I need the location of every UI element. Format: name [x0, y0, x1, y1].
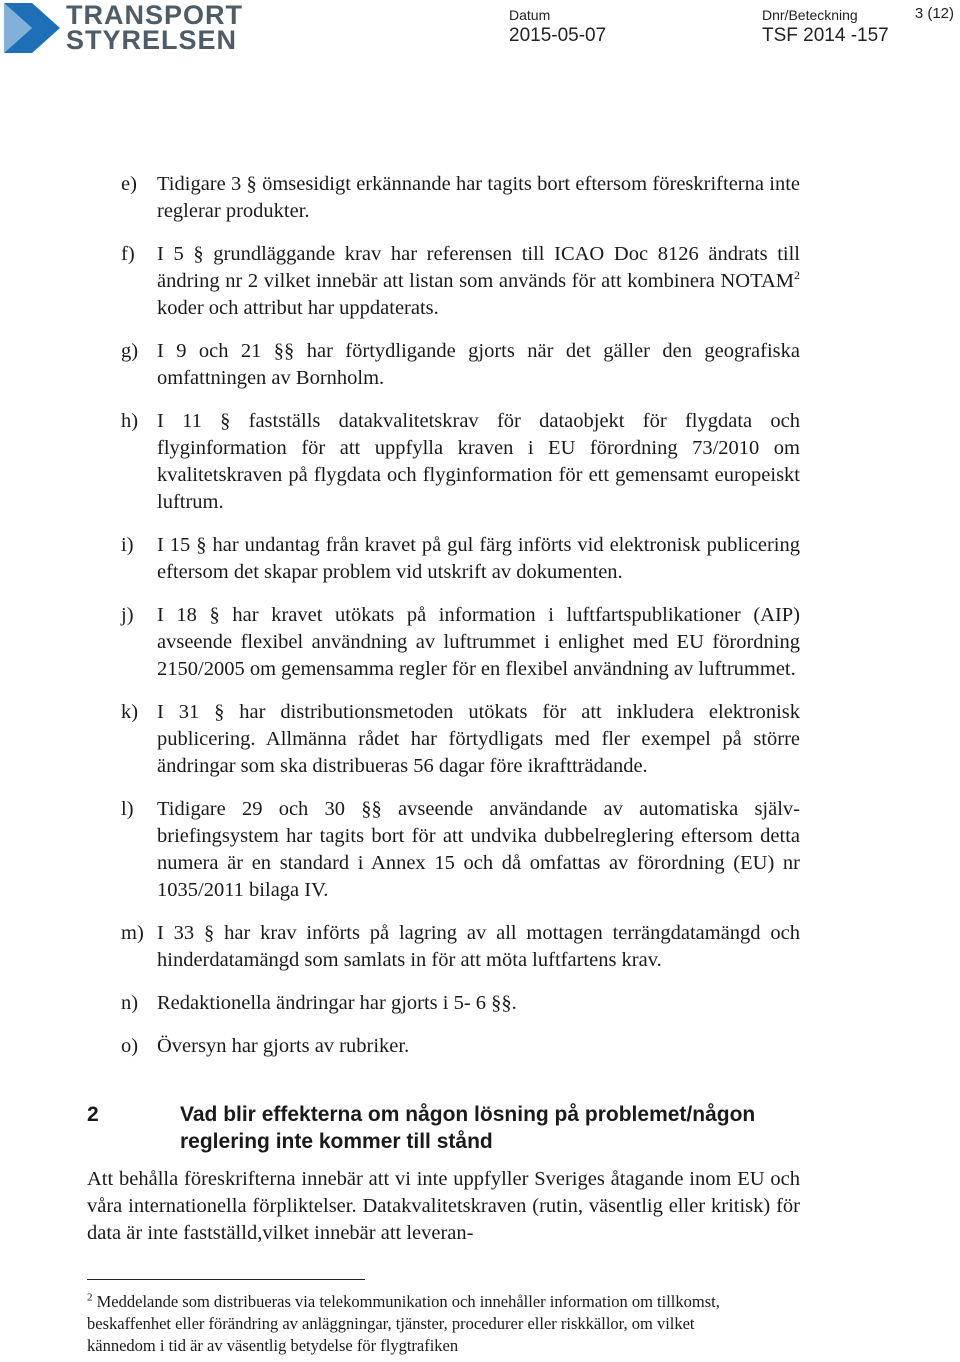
item-text: Redaktionella ändringar har gjorts i 5- 6 §§.	[157, 992, 517, 1014]
footnote-reference: 2	[794, 268, 800, 283]
logo-wordmark	[66, 0, 243, 55]
item-label: e)	[121, 173, 137, 195]
logo-mark-icon	[4, 3, 60, 53]
section-heading	[87, 1101, 800, 1155]
item-text: Tidigare 29 och 30 §§ avseende användande av automatiska själv-briefingsystem har tagits bort för att undvika dubbelreglering eftersom detta numera är en standard i Annex 15 och då omfattas av förordning (EU) nr 1035/2011 bilaga IV.	[157, 798, 800, 901]
footnote-marker: 2	[87, 1291, 93, 1304]
item-label: h)	[121, 410, 139, 432]
body-paragraph: Att behålla föreskrifterna innebär att vi inte uppfyller Sveriges åtagande inom EU och våra internationella förpliktelser. Datakvalitetskraven (rutin, väsentlig eller kritisk) för data är inte fastställd,vilket innebär att leveran-	[87, 1168, 800, 1244]
footnote-divider	[87, 1279, 365, 1280]
date-label: Datum	[509, 7, 551, 23]
reference-value: TSF 2014 -157	[762, 25, 889, 46]
item-label: i)	[121, 534, 134, 556]
footnote	[87, 1291, 767, 1357]
item-text-before: I 5 § grundläggande krav har referensen till ICAO Doc 8126 ändrats till ändring nr 2 vilket innebär att listan som används för att kombinera NOTAM	[157, 243, 800, 292]
section-number: 2	[87, 1103, 99, 1126]
item-label: o)	[121, 1035, 139, 1057]
list-item	[121, 602, 800, 683]
item-text: I 15 § har undantag från kravet på gul färg införts vid elektronisk publicering eftersom det skapar problem vid utskrift av dokumenten.	[157, 534, 800, 583]
list-item	[121, 408, 800, 516]
item-label: f)	[121, 243, 135, 265]
list-item	[121, 171, 800, 225]
item-text: Tidigare 3 § ömsesidigt erkännande har tagits bort eftersom föreskrifterna inte reglerar produkter.	[157, 173, 800, 222]
item-label: n)	[121, 992, 139, 1014]
item-label: m)	[121, 922, 144, 944]
item-label: k)	[121, 701, 139, 723]
list-item	[121, 920, 800, 974]
list-item	[121, 1033, 800, 1060]
list-item	[121, 241, 800, 322]
item-text-after: koder och attribut har uppdaterats.	[157, 297, 439, 319]
logo-line2: STYRELSEN	[66, 25, 238, 55]
item-text: I 18 § har kravet utökats på information i luftfartspublikationer (AIP) avseende flexibel användning av luftrummet i enlighet med EU förordning 2150/2005 om gemensamma regler för en flexibel användning av luftrummet.	[157, 604, 800, 680]
list-item	[121, 338, 800, 392]
date-value: 2015-05-07	[509, 25, 607, 46]
item-text	[157, 241, 800, 322]
footnote-text: Meddelande som distribueras via telekommunikation och innehåller information om tillkomst, beskaffenhet eller förändring av anläggningar, tjänster, procedurer eller riskkällor, om vilket kännedom i tid är av väsentlig betydelse för flygtrafiken	[87, 1292, 720, 1355]
list-item	[121, 532, 800, 586]
list-item	[121, 699, 800, 780]
list-item	[121, 796, 800, 904]
change-list	[121, 171, 800, 1076]
page-number: 3 (12)	[914, 5, 954, 22]
section-title: Vad blir effekterna om någon lösning på problemet/någon reglering inte kommer till stånd	[180, 1103, 756, 1153]
list-item	[121, 990, 800, 1017]
item-text: I 11 § fastställs datakvalitetskrav för dataobjekt för flygdata och flyginformation för att uppfylla kraven i EU förordning 73/2010 om kvalitetskraven på flygdata och flyginformation för ett gemensamt europeiskt luftrum.	[157, 410, 800, 513]
item-text: I 9 och 21 §§ har förtydligande gjorts när det gäller den geografiska omfattningen av Bornholm.	[157, 340, 800, 389]
item-text: Översyn har gjorts av rubriker.	[157, 1035, 410, 1057]
item-text: I 31 § har distributionsmetoden utökats för att inkludera elektronisk publicering. Allmänna rådet har förtydligats med fler exempel på större ändringar som ska distribueras 56 dagar före ikraftträdande.	[157, 701, 800, 777]
item-label: l)	[121, 798, 134, 820]
item-label: j)	[121, 604, 134, 626]
reference-label: Dnr/Beteckning	[762, 7, 858, 23]
item-text: I 33 § har krav införts på lagring av all mottagen terrängdatamängd och hinderdatamängd som samlats in för att möta luftfartens krav.	[157, 922, 800, 971]
item-label: g)	[121, 340, 139, 362]
logo-line1: TRANSPORT	[66, 0, 243, 30]
transportstyrelsen-logo	[4, 0, 243, 55]
